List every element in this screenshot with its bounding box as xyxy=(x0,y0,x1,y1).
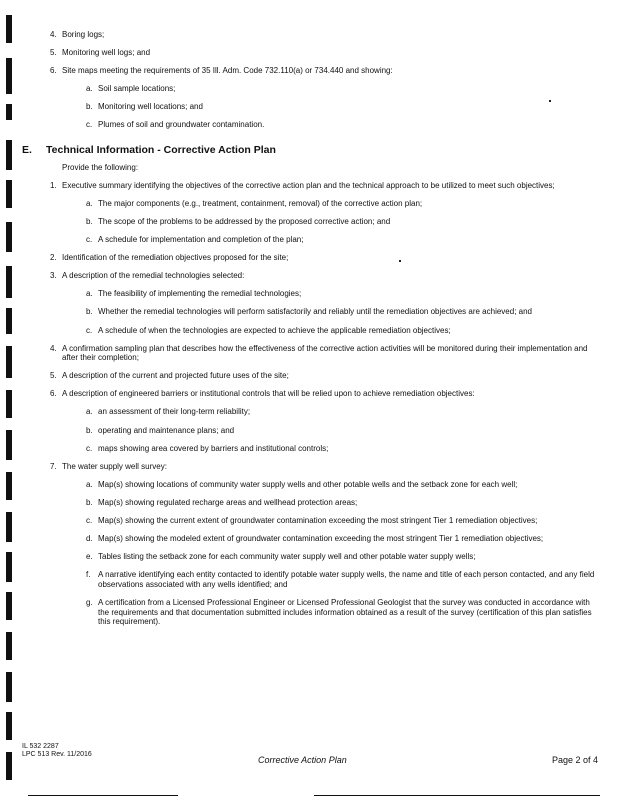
sub-list-item: d. Map(s) showing the modeled extent of groundwater contamination exceeding the most stringent Tier 1 remediation objectives; xyxy=(86,534,544,544)
list-item: 5. Monitoring well logs; and xyxy=(50,48,151,58)
binding-mark xyxy=(6,140,12,170)
binding-mark xyxy=(6,308,12,334)
sub-list-item: g. A certification from a Licensed Professional Engineer or Licensed Professional Geologist that the survey was conducted in accordance with the requirements and that documentation submitted includes information obtained as a result of the survey (certification of this plan satisfies this requirement). xyxy=(86,598,592,627)
binding-mark xyxy=(6,752,12,780)
sub-list-item: b. The scope of the problems to be addressed by the proposed corrective action; and xyxy=(86,216,391,226)
binding-mark xyxy=(6,672,12,702)
binding-mark xyxy=(6,632,12,660)
sub-list-item: c. Map(s) showing the current extent of groundwater contamination exceeding the most stringent Tier 1 remediation objectives; xyxy=(86,516,538,526)
list-item: 7. The water supply well survey: xyxy=(50,461,167,471)
list-item: 2. Identification of the remediation objectives proposed for the site; xyxy=(50,253,289,263)
binding-mark xyxy=(6,346,12,378)
section-intro: Provide the following: xyxy=(62,162,139,172)
sub-list-item: c. maps showing area covered by barriers and institutional controls; xyxy=(86,443,329,453)
binding-mark xyxy=(6,472,12,500)
page-footer xyxy=(22,743,598,765)
sub-list-item: a. Soil sample locations; xyxy=(86,84,176,94)
list-item: 5. A description of the current and projected future uses of the site; xyxy=(50,371,289,381)
binding-mark xyxy=(6,592,12,620)
sub-list-item: a. The major components (e.g., treatment, containment, removal) of the corrective action plan; xyxy=(86,198,423,208)
binding-mark xyxy=(6,180,12,208)
sub-list-item: f. A narrative identifying each entity contacted to identify potable water supply wells, the name and title of each person contacted, and any field observations associated with any wells identified; and xyxy=(86,570,595,589)
sub-list-item: c. Plumes of soil and groundwater contamination. xyxy=(86,120,265,130)
binding-mark xyxy=(6,15,12,43)
sub-list-item: b. Map(s) showing regulated recharge areas and wellhead protection areas; xyxy=(86,497,358,507)
document-title: Corrective Action Plan xyxy=(258,755,347,765)
list-item: 6. Site maps meeting the requirements of 35 Ill. Adm. Code 732.110(a) or 734.440 and showing: xyxy=(50,66,393,76)
sub-list-item: c. A schedule of when the technologies are expected to achieve the applicable remediation objectives; xyxy=(86,325,451,335)
sub-list-item: b. Whether the remedial technologies will perform satisfactorily and reliably until the remediation objectives are achieved; and xyxy=(86,307,532,317)
page-content xyxy=(22,30,602,635)
binding-mark xyxy=(6,712,12,740)
binding-mark xyxy=(6,430,12,460)
binding-mark xyxy=(6,104,12,120)
binding-mark xyxy=(6,390,12,418)
binding-mark xyxy=(6,512,12,542)
footer-rule xyxy=(314,795,600,796)
sub-list-item: c. A schedule for implementation and completion of the plan; xyxy=(86,235,304,245)
sub-list-item: a. an assessment of their long-term reliability; xyxy=(86,407,251,417)
sub-list-item: e. Tables listing the setback zone for each community water supply well and other potable water supply wells; xyxy=(86,552,476,562)
section-letter: E. xyxy=(22,144,32,157)
sub-list-item: a. The feasibility of implementing the remedial technologies; xyxy=(86,289,302,299)
sub-list-item: b. operating and maintenance plans; and xyxy=(86,425,235,435)
list-item: 3. A description of the remedial technologies selected: xyxy=(50,271,245,281)
binding-mark xyxy=(6,222,12,252)
page-number: Page 2 of 4 xyxy=(551,755,598,765)
sub-list-item: a. Map(s) showing locations of community water supply wells and other potable wells and the setback zone for each well; xyxy=(86,479,518,489)
sub-list-item: b. Monitoring well locations; and xyxy=(86,102,203,112)
form-id: IL 532 2287 xyxy=(22,743,59,750)
list-item: 4. A confirmation sampling plan that describes how the effectiveness of the corrective action activities will be monitored during their implementation and after their completion; xyxy=(50,343,588,363)
list-item: 6. A description of engineered barriers or institutional controls that will be relied upon to achieve remediation objectives: xyxy=(50,389,475,399)
list-item: 4. Boring logs; xyxy=(50,30,105,39)
footer-rule xyxy=(28,795,178,796)
section-title: Technical Information - Corrective Action Plan xyxy=(46,144,276,157)
section-heading xyxy=(22,144,602,157)
binding-mark xyxy=(6,266,12,298)
form-revision: LPC 513 Rev. 11/2016 xyxy=(22,751,92,759)
list-item: 1. Executive summary identifying the objectives of the corrective action plan and the technical approach to be utilized to meet such objectives; xyxy=(50,180,555,190)
binding-mark xyxy=(6,58,12,94)
binding-mark xyxy=(6,552,12,582)
